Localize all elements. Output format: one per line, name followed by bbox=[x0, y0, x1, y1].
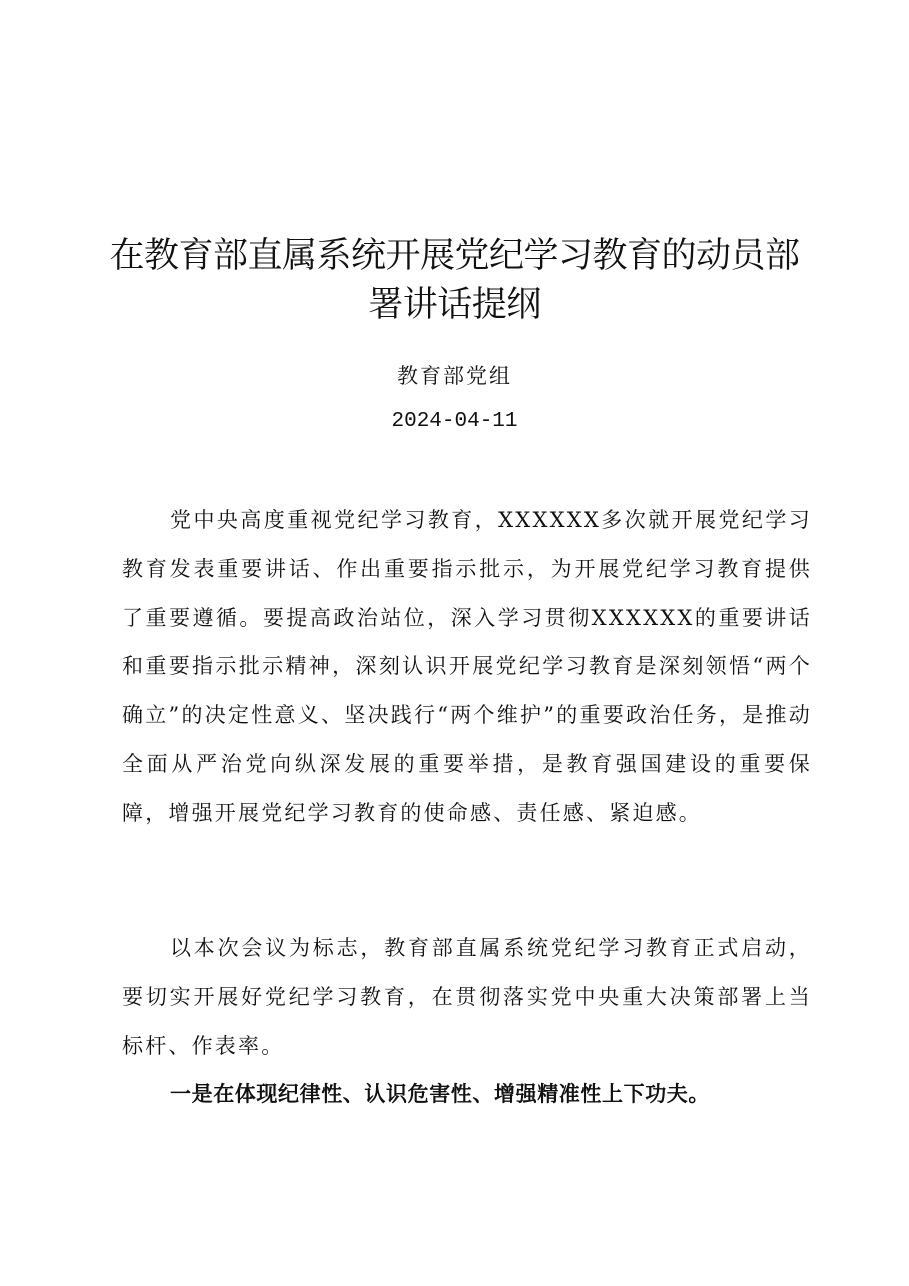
document-author: 教育部党组 bbox=[397, 364, 512, 388]
document-date: 2024-04-11 bbox=[391, 410, 518, 433]
body-paragraph: 以本次会议为标志，教育部直属系统党纪学习教育正式启动，要切实开展好党纪学习教育，在贯彻落实党中央重大决策部署上当标杆、作表率。 bbox=[122, 936, 812, 1058]
section-heading: 一是在体现纪律性、认识危害性、增强精准性上下功夫。 bbox=[170, 1082, 710, 1106]
document-title: 在教育部直属系统开展党纪学习教育的动员部署讲话提纲 bbox=[109, 236, 800, 325]
body-paragraph: 党中央高度重视党纪学习教育，XXXXXX多次就开展党纪学习教育发表重要讲话、作出重要指示批示，为开展党纪学习教育提供了重要遵循。要提高政治站位，深入学习贯彻XXXXXX的重要讲话和重要指示批示精神，深刻认识开展党纪学习教育是深刻领悟“两个确立”的决定性意义、坚决践行“两个维护”的重要政治任务，是推动全面从严治党向纵深发展的重要举措，是教育强国建设的重要保障，增强开展党纪学习教育的使命感、责任感、紧迫感。 bbox=[122, 508, 812, 825]
